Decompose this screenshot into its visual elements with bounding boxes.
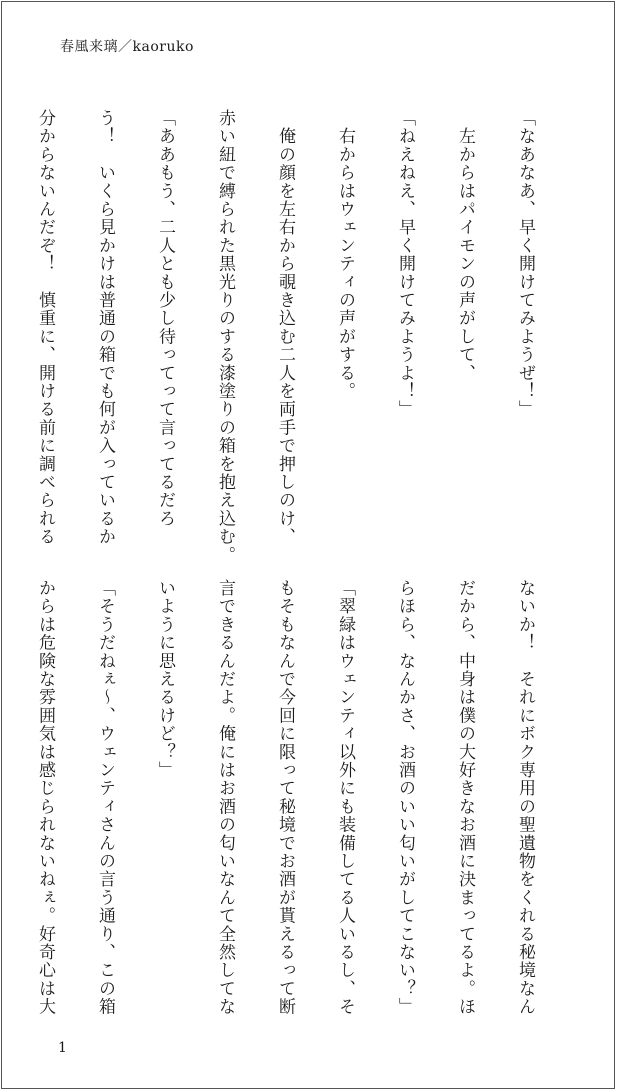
text-column: からは危険な雰囲気は感じられないねぇ。好奇心は大 <box>35 579 55 1017</box>
text-column: 分からないんだぞ！ 慎重に、開ける前に調べられる <box>35 109 55 547</box>
text-column: 右からはウェンティの声がする。 <box>335 109 355 401</box>
text-column: だから、中身は僕の大好きなお酒に決まってるよ。ほ <box>455 579 475 1017</box>
lower-text-block <box>35 566 570 1017</box>
text-column: 赤い紐で縛られた黒光りのする漆塗りの箱を抱え込む。 <box>215 109 235 565</box>
text-column: いように思えるけど？」 <box>155 579 175 780</box>
text-column: 「そうだねぇ～、ウェンティさんの言う通り、この箱 <box>95 579 115 1017</box>
text-column: 「翠緑はウェンティ以外にも装備してる人いるし、そ <box>335 579 355 1017</box>
text-column: 左からはパイモンの声がして、 <box>455 109 475 383</box>
page-header-title: 春風来璃／kaoruko <box>60 39 194 55</box>
text-column: らほら、なんかさ、お酒のいい匂いがしてこない？」 <box>395 579 415 1017</box>
upper-text-block <box>35 96 570 565</box>
text-column: 言できるんだよ。俺にはお酒の匂いなんて全然してな <box>215 579 235 1017</box>
text-column: もそもなんで今回に限って秘境でお酒が貰えるって断 <box>275 579 295 1017</box>
text-column: う！ いくら見かけは普通の箱でも何が入っているか <box>95 109 115 547</box>
text-column: 俺の顔を左右から覗き込む二人を両手で押しのけ、 <box>275 109 295 547</box>
text-column: 「ああもう、二人とも少し待ってって言ってるだろ <box>155 109 175 528</box>
text-column: 「なあなあ、早く開けてみようぜ！」 <box>515 109 535 419</box>
text-column: ないか！ それにボク専用の聖遺物をくれる秘境なん <box>515 579 535 1017</box>
page-number: 1 <box>58 1040 67 1056</box>
text-column: 「ねえねえ、早く開けてみようよ！」 <box>395 109 415 419</box>
